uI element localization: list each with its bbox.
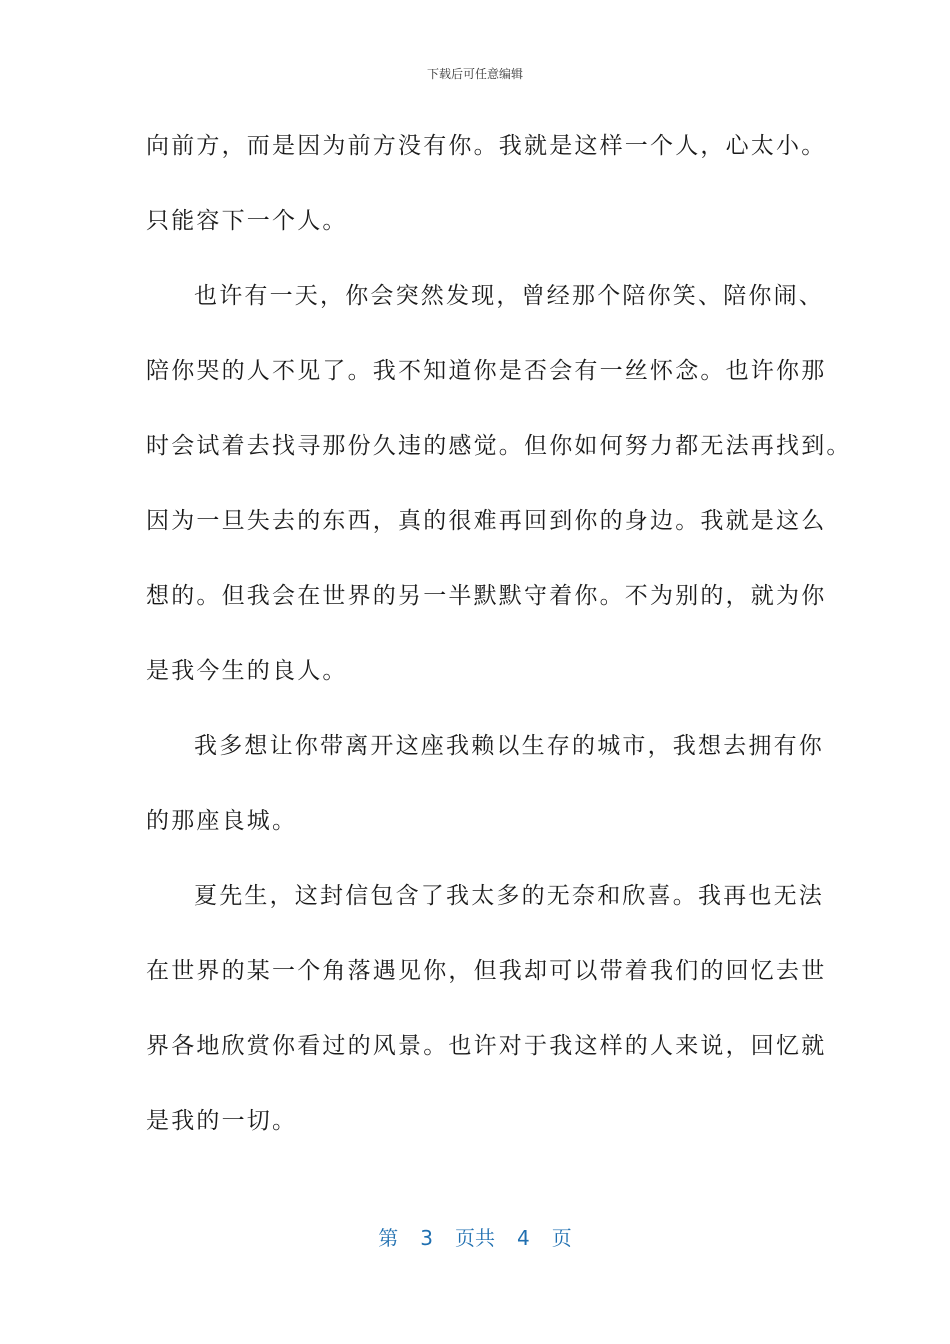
footer-suffix: 页 (551, 1226, 572, 1250)
text-line: 的那座良城。 (146, 808, 298, 834)
paragraph-start-line: 也许有一天，你会突然发现，曾经那个陪你笑、陪你闹、 (194, 283, 824, 309)
paragraph-start-line: 我多想让你带离开这座我赖以生存的城市，我想去拥有你 (194, 733, 824, 759)
text-line: 想的。但我会在世界的另一半默默守着你。不为别的，就为你 (146, 583, 827, 609)
text-line: 陪你哭的人不见了。我不知道你是否会有一丝怀念。也许你那 (146, 358, 827, 384)
text-line: 是我的一切。 (146, 1108, 298, 1134)
text-line: 时会试着去找寻那份久违的感觉。但你如何努力都无法再找到。 (146, 433, 852, 459)
text-line: 向前方，而是因为前方没有你。我就是这样一个人，心太小。 (146, 133, 827, 159)
paragraph-start-line: 夏先生，这封信包含了我太多的无奈和欣喜。我再也无法 (194, 883, 824, 909)
page-header: 下载后可任意编辑 (426, 67, 523, 81)
page-footer (0, 1224, 950, 1252)
text-line: 在世界的某一个角落遇见你，但我却可以带着我们的回忆去世 (146, 958, 827, 984)
current-page-number: 3 (420, 1226, 433, 1250)
footer-prefix: 第 (378, 1226, 399, 1250)
text-line: 只能容下一个人。 (146, 208, 348, 234)
body-text (146, 120, 852, 1170)
text-line: 因为一旦失去的东西，真的很难再回到你的身边。我就是这么 (146, 508, 827, 534)
text-line: 是我今生的良人。 (146, 658, 348, 684)
text-line: 界各地欣赏你看过的风景。也许对于我这样的人来说，回忆就 (146, 1033, 827, 1059)
total-pages-number: 4 (517, 1226, 530, 1250)
footer-middle: 页共 (455, 1226, 495, 1250)
